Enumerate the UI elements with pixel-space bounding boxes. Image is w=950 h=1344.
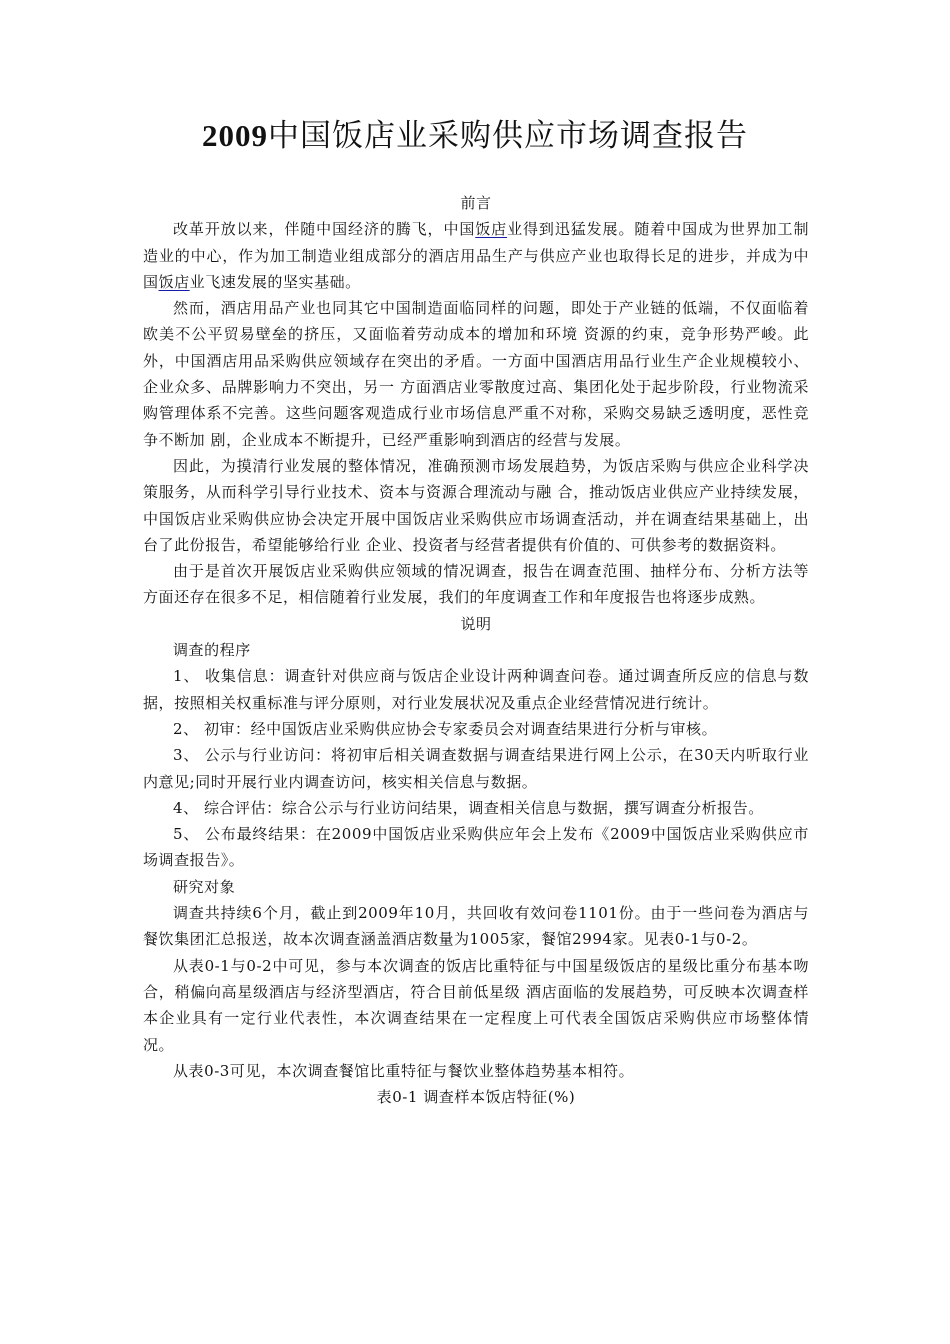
preface-p1-text-a: 改革开放以来，伴随中国经济的腾飞，中国 [173,220,476,239]
notes-heading: 说明 [460,614,492,633]
preface-paragraph-4: 由于是首次开展饭店业采购供应领域的情况调查，报告在调查范围、抽样分布、分析方法等方面还存在很多不足，相信随着行业发展，我们的年度调查工作和年度报告也将逐步成熟。 [143,562,809,607]
table-caption: 表0-1 调查样本饭店特征(%) [376,1088,576,1107]
research-object-paragraph-3: 从表0-3可见，本次调查餐馆比重特征与餐饮业整体趋势基本相符。 [173,1061,635,1080]
preface-paragraph-1 [143,216,809,295]
research-object-heading: 研究对象 [173,877,236,896]
research-object-paragraph-1: 调查共持续6个月，截止到2009年10月，共回收有效问卷1101份。由于一些问卷为酒店与餐饮集团汇总报送，故本次调查涵盖酒店数量为1005家，餐馆2994家。见表0-1与0-2。 [143,904,809,949]
document-title [0,112,950,160]
procedure-heading: 调查的程序 [173,641,251,660]
preface-paragraph-2: 然而，酒店用品产业也同其它中国制造面临同样的问题，即处于产业链的低端，不仅面临着欧美不公平贸易壁垒的挤压，又面临着劳动成本的增加和环境 资源的约束，竞争形势严峻。此外，中国酒店用品采购供应领域存在突出的矛盾。一方面中国酒店用品行业生产企业规模较小、企业众多、品牌影响力不突出，另一 方面酒店业零散度过高、集团化处于起步阶段，行业物流采购管理体系不完善。这些问题客观造成行业市场信息严重不对称，采购交易缺乏透明度，恶性竞争不断加 剧，企业成本不断提升，已经严重影响到酒店的经营与发展。 [143,299,809,449]
hotel-link-2[interactable]: 饭店 [158,272,190,291]
procedure-step-4: 4、 综合评估：综合公示与行业访问结果，调查相关信息与数据，撰写调查分析报告。 [173,798,764,817]
procedure-step-1: 1、 收集信息：调查针对供应商与饭店企业设计两种调查问卷。通过调查所反应的信息与数据，按照相关权重标准与评分原则，对行业发展状况及重点企业经营情况进行统计。 [143,667,809,712]
preface-heading: 前言 [460,194,492,212]
preface-p1-text-b: 业得到迅猛发展。随着中国成为世界加工制造业的中心，作为加工制造业组成部分的酒店用品生产与供应产业也取得长足的进步，并成为中国 [143,220,810,291]
preface-paragraph-3: 因此，为摸清行业发展的整体情况，准确预测市场发展趋势，为饭店采购与供应企业科学决策服务，从而科学引导行业技术、资本与资源合理流动与融 合，推动饭店业供应产业持续发展，中国饭店业采购供应协会决定开展中国饭店业采购供应市场调查活动，并在调查结果基础上，出台了此份报告，希望能够给行业 企业、投资者与经营者提供有价值的、可供参考的数据资料。 [143,456,809,554]
document-body [143,190,809,1110]
title-text: 中国饭店业采购供应市场调查报告 [268,118,748,154]
procedure-step-2: 2、 初审：经中国饭店业采购供应协会专家委员会对调查结果进行分析与审核。 [173,719,718,738]
hotel-link-1[interactable]: 饭店 [475,220,508,239]
preface-p1-text-c: 业飞速发展的坚实基础。 [189,272,361,291]
research-object-paragraph-2: 从表0-1与0-2中可见，参与本次调查的饭店比重特征与中国星级饭店的星级比重分布基本吻合，稍偏向高星级酒店与经济型酒店，符合目前低星级 酒店面临的发展趋势，可反映本次调查样本企业具有一定行业代表性，本次调查结果在一定程度上可代表全国饭店采购供应市场整体情况。 [143,956,809,1054]
title-year: 2009 [202,118,268,153]
procedure-step-5: 5、 公布最终结果：在2009中国饭店业采购供应年会上发布《2009中国饭店业采购供应市场调查报告》。 [143,825,809,870]
procedure-step-3: 3、 公示与行业访问：将初审后相关调查数据与调查结果进行网上公示，在30天内听取行业内意见;同时开展行业内调查访问，核实相关信息与数据。 [143,746,809,791]
